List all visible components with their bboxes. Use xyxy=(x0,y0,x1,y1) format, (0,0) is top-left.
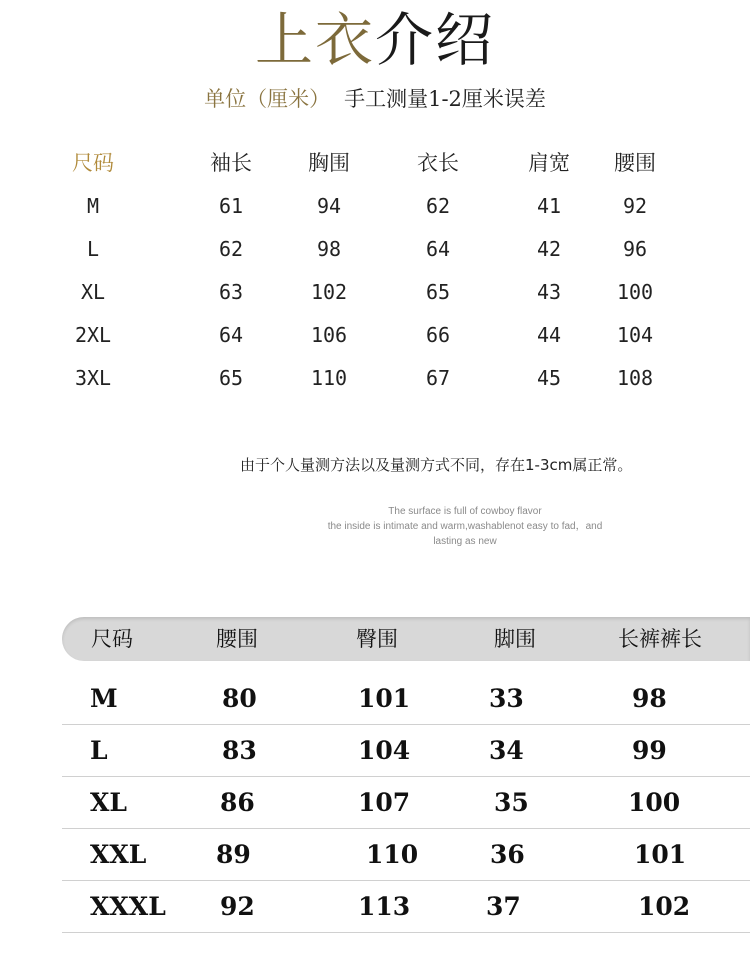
value-cell: 86 xyxy=(220,788,255,817)
english-line-1: The surface is full of cowboy flavor xyxy=(388,506,542,517)
value-cell: 104 xyxy=(616,323,654,347)
table-row xyxy=(62,725,750,777)
top-header-sleeve: 袖长 xyxy=(210,151,252,175)
top-size-table xyxy=(60,142,700,400)
size-cell: L xyxy=(86,237,100,261)
measurement-note: 由于个人量测方法以及量测方式不同，存在1-3cm属正常。 xyxy=(240,456,633,474)
table-row xyxy=(62,881,750,933)
size-cell: 3XL xyxy=(74,366,112,390)
table-row xyxy=(60,271,700,314)
value-cell: 43 xyxy=(536,280,562,304)
value-cell: 102 xyxy=(310,280,348,304)
value-cell: 113 xyxy=(358,892,411,921)
size-cell: XXXL xyxy=(90,892,166,921)
value-cell: 108 xyxy=(616,366,654,390)
value-cell: 62 xyxy=(425,194,451,218)
value-cell: 80 xyxy=(222,684,257,713)
error-note: 手工测量1-2厘米误差 xyxy=(344,87,546,111)
table-row xyxy=(60,228,700,271)
value-cell: 65 xyxy=(218,366,244,390)
value-cell: 61 xyxy=(218,194,244,218)
value-cell: 64 xyxy=(218,323,244,347)
value-cell: 94 xyxy=(316,194,342,218)
table-row xyxy=(60,185,700,228)
value-cell: 66 xyxy=(425,323,451,347)
value-cell: 36 xyxy=(490,840,525,869)
value-cell: 42 xyxy=(536,237,562,261)
value-cell: 83 xyxy=(222,736,257,765)
size-cell: M xyxy=(90,684,118,713)
value-cell: 33 xyxy=(489,684,524,713)
value-cell: 92 xyxy=(220,892,255,921)
bottom-header-pants-length: 长裤裤长 xyxy=(618,627,702,651)
title-part-1: 上衣 xyxy=(254,6,375,74)
value-cell: 34 xyxy=(489,736,524,765)
value-cell: 98 xyxy=(316,237,342,261)
top-header-length: 衣长 xyxy=(417,151,459,175)
top-header-size: 尺码 xyxy=(72,151,114,175)
value-cell: 99 xyxy=(632,736,667,765)
bottom-header-waist: 腰围 xyxy=(216,627,258,651)
bottom-header-hip: 臀围 xyxy=(356,627,398,651)
title-part-2: 介绍 xyxy=(375,6,496,74)
value-cell: 106 xyxy=(310,323,348,347)
table-row xyxy=(60,314,700,357)
bottom-header-size: 尺码 xyxy=(91,627,133,651)
table-row xyxy=(60,357,700,400)
size-cell: M xyxy=(86,194,100,218)
page-title xyxy=(0,4,750,76)
table-row xyxy=(62,673,750,725)
size-cell: XXL xyxy=(90,840,147,869)
table-row xyxy=(62,829,750,881)
value-cell: 110 xyxy=(366,840,419,869)
size-cell: L xyxy=(90,736,108,765)
value-cell: 110 xyxy=(310,366,348,390)
size-cell: XL xyxy=(80,280,106,304)
value-cell: 104 xyxy=(358,736,411,765)
value-cell: 102 xyxy=(638,892,691,921)
bottom-header-ankle: 脚围 xyxy=(494,627,536,651)
value-cell: 96 xyxy=(622,237,648,261)
table-row xyxy=(62,777,750,829)
value-cell: 45 xyxy=(536,366,562,390)
value-cell: 92 xyxy=(622,194,648,218)
value-cell: 41 xyxy=(536,194,562,218)
top-header-shoulder: 肩宽 xyxy=(528,151,570,175)
value-cell: 37 xyxy=(486,892,521,921)
value-cell: 100 xyxy=(628,788,681,817)
value-cell: 63 xyxy=(218,280,244,304)
english-line-2: the inside is intimate and warm,washablenot easy to fad，and xyxy=(327,521,603,532)
size-cell: 2XL xyxy=(74,323,112,347)
value-cell: 44 xyxy=(536,323,562,347)
unit-line xyxy=(0,84,750,114)
value-cell: 107 xyxy=(358,788,411,817)
bottom-size-table xyxy=(62,673,750,933)
top-header-chest: 胸围 xyxy=(308,151,350,175)
value-cell: 64 xyxy=(425,237,451,261)
value-cell: 98 xyxy=(632,684,667,713)
size-cell: XL xyxy=(90,788,127,817)
value-cell: 89 xyxy=(216,840,251,869)
top-header-waist: 腰围 xyxy=(614,151,656,175)
unit-label: 单位（厘米） xyxy=(204,87,331,111)
english-description xyxy=(300,504,630,549)
value-cell: 67 xyxy=(425,366,451,390)
value-cell: 101 xyxy=(634,840,687,869)
value-cell: 101 xyxy=(358,684,411,713)
bottom-table-header xyxy=(62,617,750,661)
value-cell: 100 xyxy=(616,280,654,304)
value-cell: 35 xyxy=(494,788,529,817)
value-cell: 62 xyxy=(218,237,244,261)
english-line-3: lasting as new xyxy=(433,536,497,547)
top-table-header xyxy=(60,142,700,185)
value-cell: 65 xyxy=(425,280,451,304)
